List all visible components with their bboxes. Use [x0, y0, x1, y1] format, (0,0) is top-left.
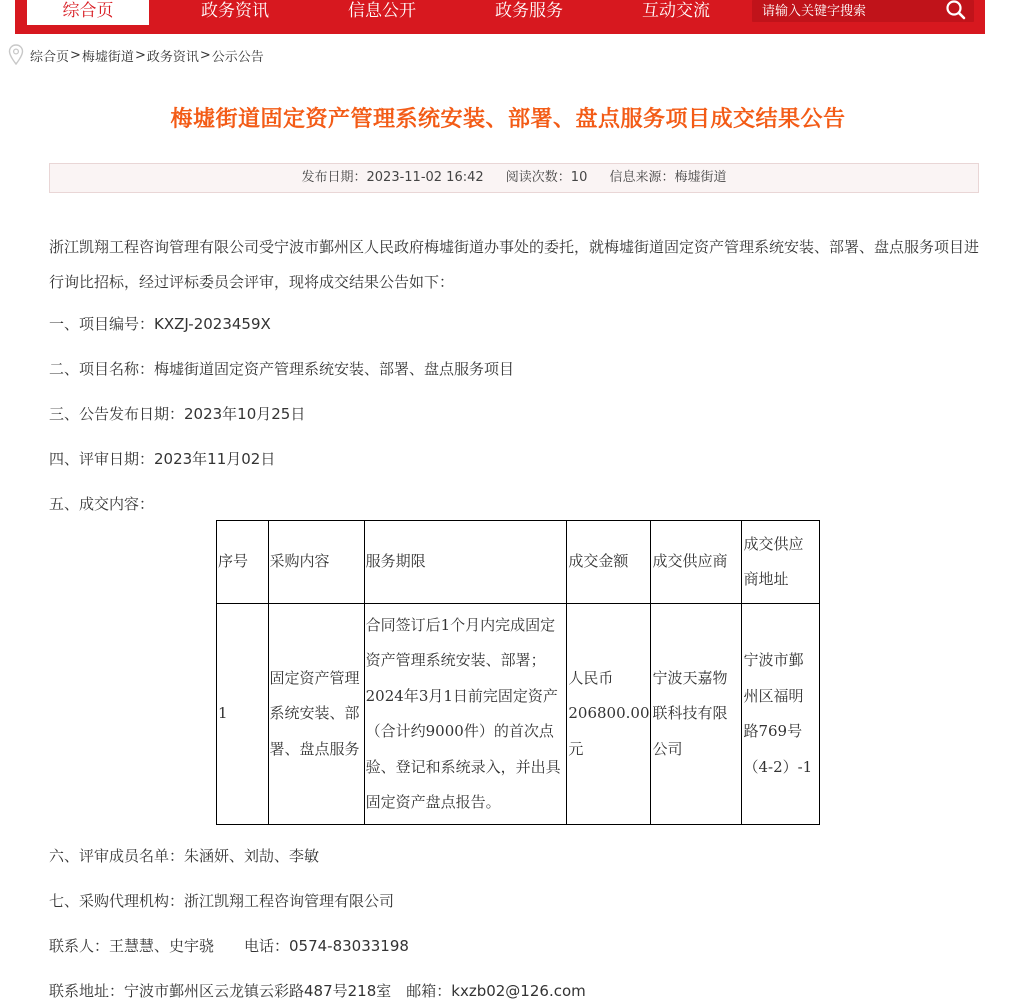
search-box [752, 0, 974, 22]
review-members: 六、评审成员名单：朱涵妍、刘劼、李敏 [49, 847, 320, 865]
breadcrumb-news[interactable]: 政务资讯 [146, 49, 199, 65]
nav-item-services[interactable]: 政务服务 [495, 1, 563, 21]
item-project-name: 二、项目名称：梅墟街道固定资产管理系统安装、部署、盘点服务项目 [49, 360, 515, 378]
nav-item-home[interactable]: 综合页 [27, 0, 149, 25]
table-row [217, 604, 820, 825]
contact-address: 联系地址：宁波市鄞州区云龙镇云彩路487号218室 邮箱：kxzb02@126.com [49, 982, 586, 1000]
info-source: 信息来源：梅墟街道 [609, 170, 727, 185]
search-icon[interactable] [944, 0, 968, 22]
nav-item-news[interactable]: 政务资讯 [201, 1, 269, 21]
item-publish-date: 三、公告发布日期：2023年10月25日 [49, 405, 306, 423]
header-cell: 采购内容 [268, 521, 364, 604]
header-cell: 序号 [217, 521, 269, 604]
table-cell-address: 宁波市鄞州区福明路769号（4-2）-1 [742, 604, 820, 825]
breadcrumb [8, 43, 264, 67]
header-cell: 成交供应商 [651, 521, 742, 604]
publish-date: 发布日期：2023-11-02 16:42 [301, 170, 484, 185]
item-deal-content: 五、成交内容： [49, 495, 155, 513]
breadcrumb-notices[interactable]: 公示公告 [211, 49, 264, 65]
deal-result-table [216, 520, 820, 825]
procurement-agency: 七、采购代理机构：浙江凯翔工程咨询管理有限公司 [49, 892, 395, 910]
table-cell-content: 固定资产管理系统安装、部署、盘点服务 [268, 604, 364, 825]
breadcrumb-meixu[interactable]: 梅墟街道 [81, 49, 134, 65]
header-cell: 服务期限 [364, 521, 567, 604]
nav-item-interaction[interactable]: 互动交流 [642, 1, 710, 21]
search-input[interactable] [752, 0, 932, 22]
article-intro: 浙江凯翔工程咨询管理有限公司受宁波市鄞州区人民政府梅墟街道办事处的委托，就梅墟街道固定资产管理系统安装、部署、盘点服务项目进行询比招标，经过评标委员会评审，现将成交结果公告如下： [49, 238, 980, 291]
nav-item-info-disclosure[interactable]: 信息公开 [348, 1, 416, 21]
location-pin-icon [8, 44, 24, 66]
breadcrumb-separator: > [70, 47, 81, 63]
article-meta-bar [49, 163, 979, 193]
page-title: 梅墟街道固定资产管理系统安装、部署、盘点服务项目成交结果公告 [170, 107, 846, 132]
breadcrumb-home[interactable]: 综合页 [30, 49, 70, 65]
top-nav-bar [15, 0, 985, 34]
read-count: 阅读次数：10 [505, 170, 588, 185]
breadcrumb-separator: > [134, 47, 146, 63]
table-cell-supplier: 宁波天嘉物联科技有限公司 [651, 604, 742, 825]
header-cell: 成交供应商地址 [742, 521, 820, 604]
table-cell-index: 1 [217, 604, 269, 825]
header-cell: 成交金额 [567, 521, 651, 604]
item-project-number: 一、项目编号：KXZJ-2023459X [49, 315, 271, 333]
breadcrumb-separator: > [199, 47, 211, 63]
table-cell-amount: 人民币206800.00元 [567, 604, 651, 825]
table-cell-period: 合同签订后1个月内完成固定资产管理系统安装、部署；2024年3月1日前完固定资产（合计约9000件）的首次点验、登记和系统录入，并出具固定资产盘点报告。 [364, 604, 567, 825]
item-review-date: 四、评审日期：2023年11月02日 [49, 450, 276, 468]
contact-info: 联系人：王慧慧、史宇骁 电话：0574-83033198 [49, 937, 409, 955]
table-header-row [217, 521, 820, 604]
